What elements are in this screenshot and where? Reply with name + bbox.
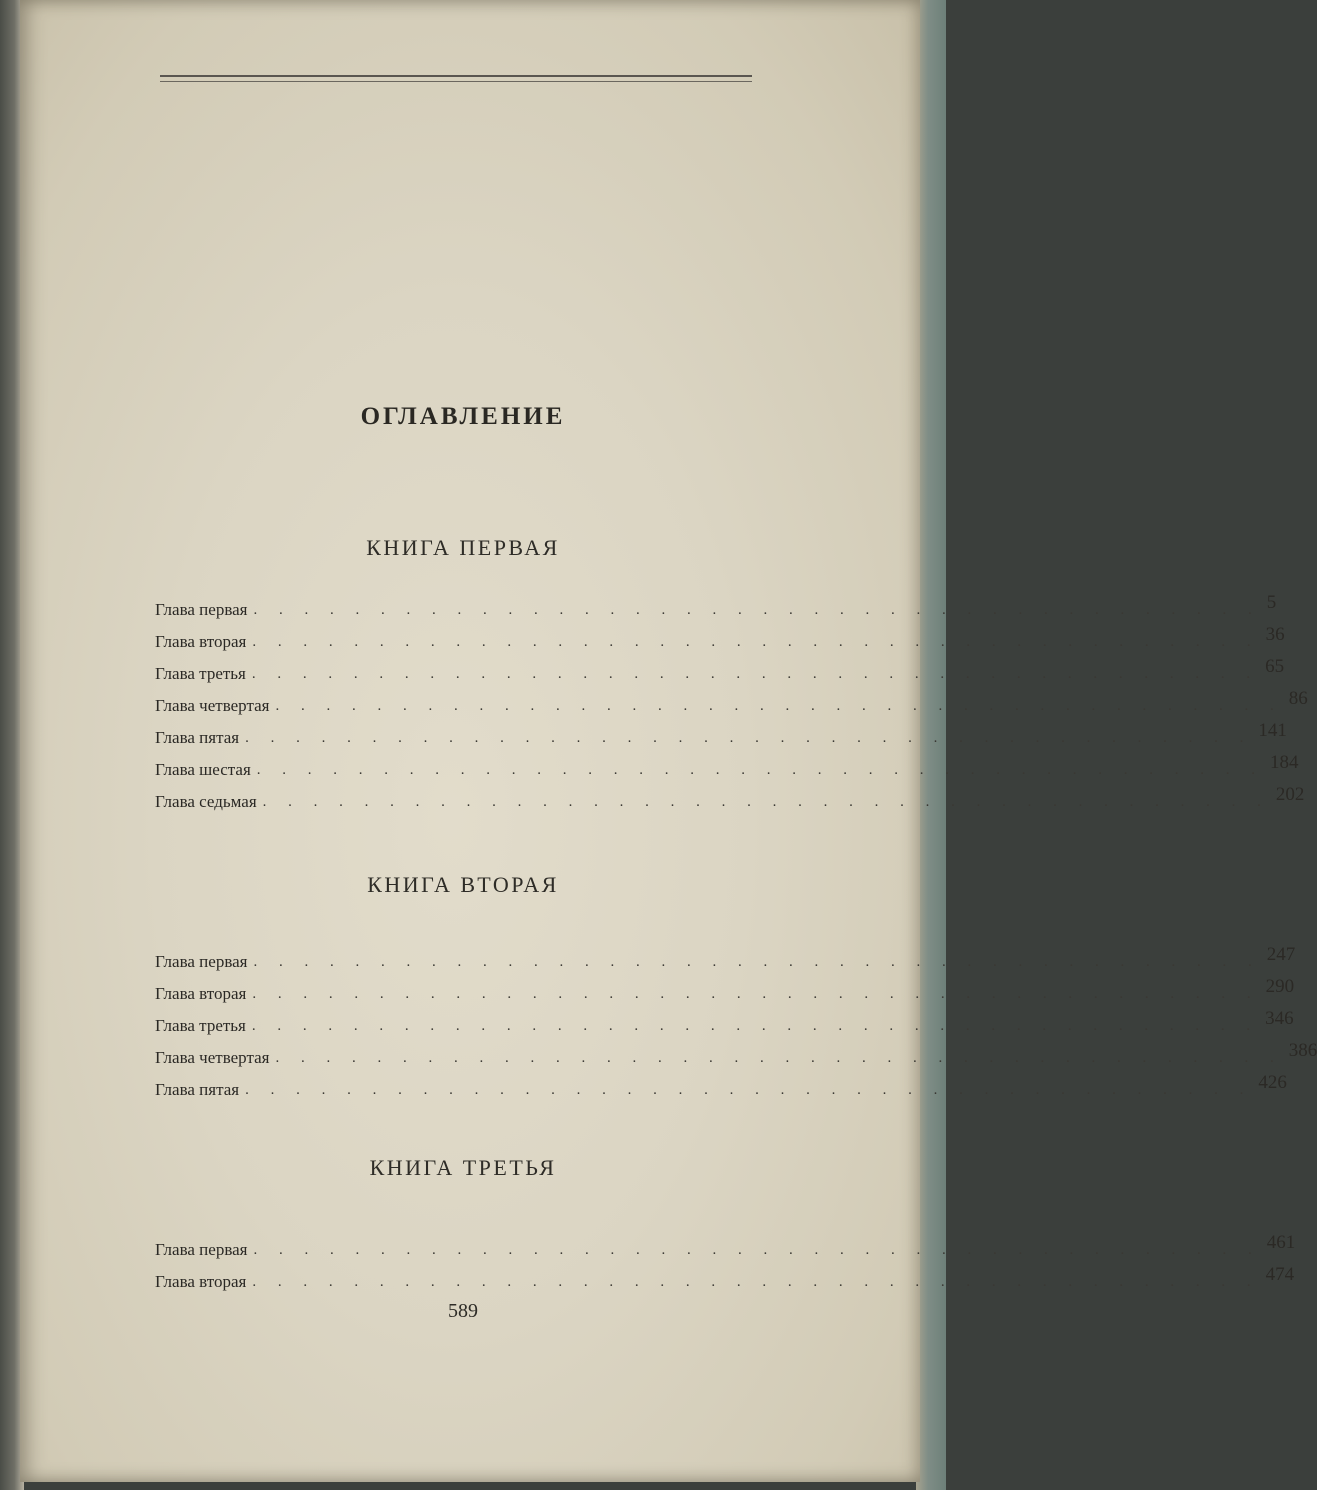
chapter-label: Глава четвертая — [155, 696, 270, 715]
top-rule — [160, 75, 752, 77]
chapter-page-number: 290 — [1265, 976, 1295, 997]
leader-dots: . . . . . . . . . . . . . . . . . . . . . . . . . . . . . . . . . . . . . . . . — [252, 634, 1260, 650]
toc-entry — [155, 1260, 1295, 1292]
toc-entry — [155, 716, 1287, 748]
toc-entry — [155, 748, 1299, 780]
leader-dots: . . . . . . . . . . . . . . . . . . . . . . . . . . . . . . . . . . . . . . . . — [251, 666, 1260, 682]
toc-entry — [155, 780, 1305, 812]
chapter-label: Глава вторая — [155, 632, 247, 651]
leader-dots: . . . . . . . . . . . . . . . . . . . . . . . . . . . . . . . . . . . . . . . . — [275, 698, 1283, 714]
page-number: 589 — [448, 1300, 478, 1322]
leader-dots: . . . . . . . . . . . . . . . . . . . . . . . . . . . . . . . . . . . . . . . . — [252, 986, 1260, 1002]
chapter-page-number: 86 — [1288, 688, 1308, 709]
leader-dots: . . . . . . . . . . . . . . . . . . . . . . . . . . . . . . . . . . . . . . . . — [252, 1274, 1260, 1290]
leader-dots: . . . . . . . . . . . . . . . . . . . . . . . . . . . . . . . . . . . . . . . . — [262, 794, 1270, 810]
toc-entry — [155, 588, 1277, 620]
chapter-label: Глава первая — [155, 600, 248, 619]
leader-dots: . . . . . . . . . . . . . . . . . . . . . . . . . . . . . . . . . . . . . . . . — [253, 954, 1261, 970]
chapter-page-number: 426 — [1258, 1072, 1287, 1093]
toc-entry — [155, 684, 1308, 716]
leader-dots: . . . . . . . . . . . . . . . . . . . . . . . . . . . . . . . . . . . . . . . . — [251, 1018, 1260, 1034]
chapter-page-number: 65 — [1265, 656, 1285, 677]
book-2-title: КНИГА ВТОРАЯ — [367, 872, 559, 897]
chapter-page-number: 247 — [1266, 944, 1296, 965]
toc-entry — [155, 1068, 1287, 1100]
toc-entry — [155, 1004, 1294, 1036]
chapter-label: Глава пятая — [155, 1080, 240, 1099]
leader-dots: . . . . . . . . . . . . . . . . . . . . . . . . . . . . . . . . . . . . . . . . — [253, 602, 1261, 618]
chapter-label: Глава вторая — [155, 984, 247, 1003]
chapter-page-number: 141 — [1258, 720, 1287, 741]
book-3-title: КНИГА ТРЕТЬЯ — [369, 1155, 557, 1180]
chapter-page-number: 346 — [1265, 1008, 1294, 1029]
chapter-label: Глава вторая — [155, 1272, 247, 1291]
chapter-label: Глава третья — [155, 664, 246, 683]
book-1-title: КНИГА ПЕРВАЯ — [366, 535, 560, 560]
toc-entry — [155, 1228, 1296, 1260]
book-page — [20, 0, 1317, 1482]
chapter-label: Глава седьмая — [155, 792, 257, 811]
contents-heading: ОГЛАВЛЕНИЕ — [360, 403, 566, 430]
toc-entry — [155, 1036, 1317, 1068]
toc-entry — [155, 972, 1295, 1004]
toc-entry — [155, 620, 1285, 652]
chapter-label: Глава шестая — [155, 760, 251, 779]
chapter-label: Глава первая — [155, 952, 248, 971]
chapter-page-number: 36 — [1265, 624, 1285, 645]
chapter-page-number: 461 — [1266, 1232, 1296, 1253]
chapter-page-number: 5 — [1266, 592, 1277, 613]
leader-dots: . . . . . . . . . . . . . . . . . . . . . . . . . . . . . . . . . . . . . . . . — [256, 762, 1265, 778]
book-3-chapter-list — [155, 1228, 1296, 1292]
top-rule-thin — [160, 81, 752, 82]
chapter-label: Глава четвертая — [155, 1048, 270, 1067]
leader-dots: . . . . . . . . . . . . . . . . . . . . . . . . . . . . . . . . . . . . . . . . — [275, 1050, 1283, 1066]
toc-entry — [155, 940, 1296, 972]
leader-dots: . . . . . . . . . . . . . . . . . . . . . . . . . . . . . . . . . . . . . . . . — [253, 1242, 1261, 1258]
chapter-page-number: 386 — [1288, 1040, 1317, 1061]
leader-dots: . . . . . . . . . . . . . . . . . . . . . . . . . . . . . . . . . . . . . . . . — [245, 1082, 1253, 1098]
chapter-label: Глава третья — [155, 1016, 246, 1035]
chapter-page-number: 202 — [1275, 784, 1305, 805]
chapter-page-number: 184 — [1270, 752, 1299, 773]
book-2-chapter-list — [155, 940, 1317, 1100]
toc-entry — [155, 652, 1285, 684]
chapter-label: Глава пятая — [155, 728, 240, 747]
chapter-page-number: 474 — [1265, 1264, 1295, 1285]
book-1-chapter-list — [155, 588, 1308, 812]
chapter-label: Глава первая — [155, 1240, 248, 1259]
leader-dots: . . . . . . . . . . . . . . . . . . . . . . . . . . . . . . . . . . . . . . . . — [245, 730, 1253, 746]
